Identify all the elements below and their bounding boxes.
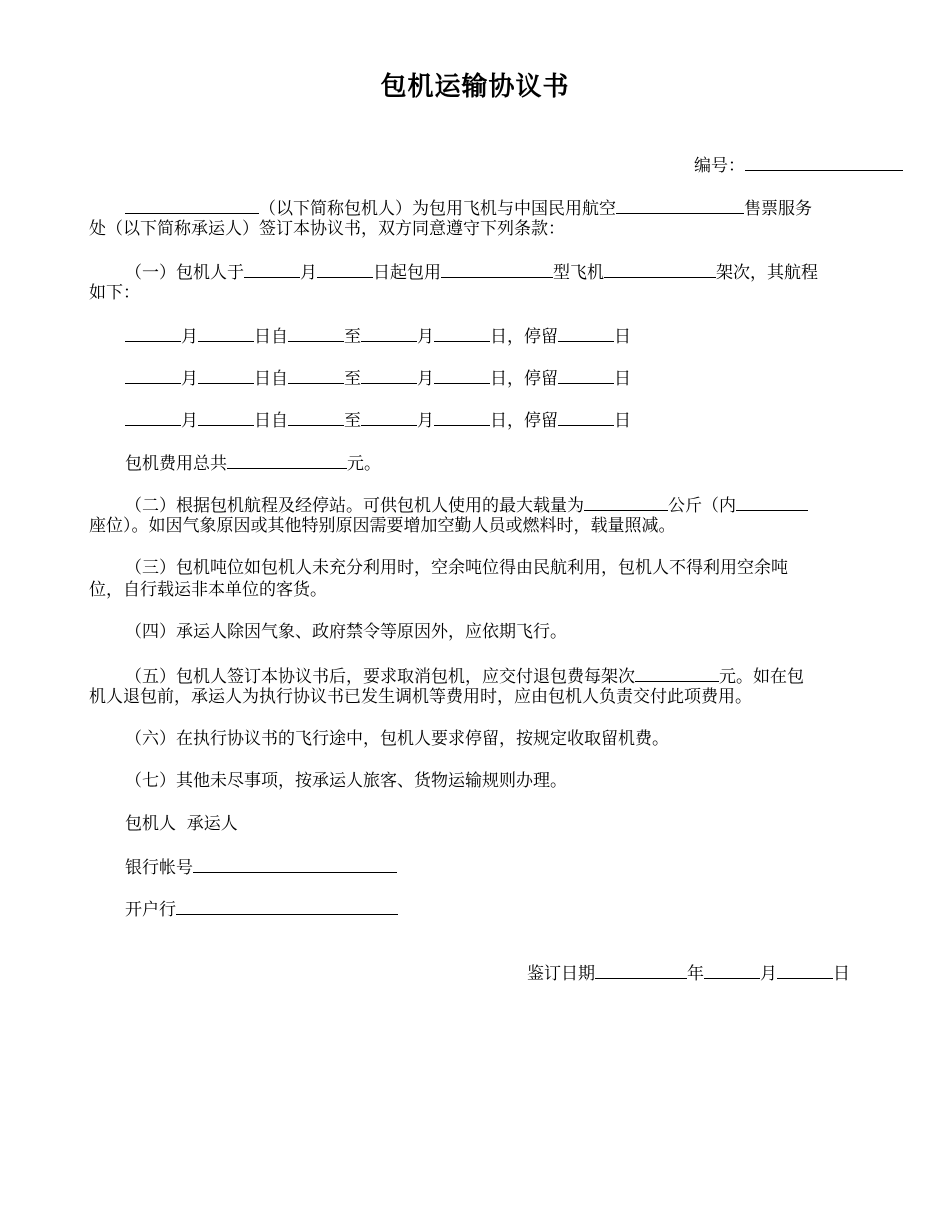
number-blank xyxy=(745,153,903,171)
schedule-day-from: 日自 xyxy=(254,327,288,347)
fee-blank xyxy=(227,451,347,469)
intro-part1: （以下简称包机人）为包用飞机与中国民用航空 xyxy=(259,199,616,219)
schedule-row-1 xyxy=(125,324,631,348)
clause-3-line-1: （三）包机吨位如包机人未充分利用时，空余吨位得由民航利用，包机人不得利用空余吨 xyxy=(125,558,788,578)
sign-date-line xyxy=(527,961,850,985)
clause1-month: 月 xyxy=(300,263,317,283)
bank-label: 开户行 xyxy=(125,900,176,920)
clause-7: （七）其他未尽事项，按承运人旅客、货物运输规则办理。 xyxy=(125,771,567,791)
blank xyxy=(595,961,687,979)
clause5-part1: （五）包机人签订本协议书后，要求取消包机，应交付退包费每架次 xyxy=(125,667,635,687)
schedule-month: 月 xyxy=(417,411,434,431)
clause1-prefix: （一）包机人于 xyxy=(125,263,244,283)
schedule-month: 月 xyxy=(417,369,434,389)
intro-line-1 xyxy=(125,196,812,220)
page-title: 包机运输协议书 xyxy=(380,72,570,102)
blank xyxy=(288,366,344,384)
blank xyxy=(317,260,373,278)
blank xyxy=(288,324,344,342)
fee-suffix: 元。 xyxy=(347,454,381,474)
clause1-day-start: 日起包用 xyxy=(373,263,441,283)
clause-5-line-1 xyxy=(125,664,804,688)
blank xyxy=(361,324,417,342)
sign-date-month: 月 xyxy=(760,964,777,984)
sign-date-year: 年 xyxy=(687,964,704,984)
blank xyxy=(125,408,181,426)
bank-account-label: 银行帐号 xyxy=(125,858,193,878)
clause-4: （四）承运人除因气象、政府禁令等原因外，应依期飞行。 xyxy=(125,622,567,642)
blank xyxy=(604,260,716,278)
schedule-day: 日 xyxy=(614,369,631,389)
clause1-flights: 架次，其航程 xyxy=(716,263,818,283)
clause-1-line-2: 如下： xyxy=(89,283,140,303)
sign-date-label: 鉴订日期 xyxy=(527,964,595,984)
clause-2-line-2: 座位）。如因气象原因或其他特别原因需要增加空勤人员或燃料时，载量照减。 xyxy=(89,516,676,536)
clause-3-line-2: 位，自行载运非本单位的客货。 xyxy=(89,580,327,600)
fee-line xyxy=(125,451,381,475)
clause5-part2: 元。如在包 xyxy=(719,667,804,687)
clause-5-line-2: 机人退包前，承运人为执行协议书已发生调机等费用时，应由包机人负责交付此项费用。 xyxy=(89,687,752,707)
schedule-day-stop: 日，停留 xyxy=(490,411,558,431)
schedule-to: 至 xyxy=(344,411,361,431)
max-load-blank xyxy=(584,493,668,511)
blank xyxy=(434,366,490,384)
blank xyxy=(704,961,760,979)
schedule-month: 月 xyxy=(417,327,434,347)
blank xyxy=(434,408,490,426)
parties-line: 包机人 承运人 xyxy=(125,814,238,834)
blank xyxy=(244,260,300,278)
seat-blank xyxy=(736,493,808,511)
blank xyxy=(441,260,553,278)
schedule-row-3 xyxy=(125,408,631,432)
cancel-fee-blank xyxy=(635,664,719,682)
schedule-day-stop: 日，停留 xyxy=(490,369,558,389)
schedule-month: 月 xyxy=(181,369,198,389)
blank xyxy=(558,324,614,342)
schedule-to: 至 xyxy=(344,369,361,389)
blank xyxy=(288,408,344,426)
bank-blank xyxy=(176,897,398,915)
schedule-to: 至 xyxy=(344,327,361,347)
clause1-type: 型飞机 xyxy=(553,263,604,283)
intro-line-2: 处（以下简称承运人）签订本协议书，双方同意遵守下列条款： xyxy=(89,219,565,239)
schedule-day: 日 xyxy=(614,411,631,431)
schedule-row-2 xyxy=(125,366,631,390)
schedule-month: 月 xyxy=(181,327,198,347)
clause-2-line-1 xyxy=(125,493,808,517)
blank xyxy=(777,961,833,979)
blank xyxy=(198,324,254,342)
bank-account-blank xyxy=(193,855,397,873)
schedule-day-from: 日自 xyxy=(254,369,288,389)
intro-part2: 售票服务 xyxy=(744,199,812,219)
blank xyxy=(558,366,614,384)
schedule-month: 月 xyxy=(181,411,198,431)
blank xyxy=(361,408,417,426)
clause-6: （六）在执行协议书的飞行途中，包机人要求停留，按规定收取留机费。 xyxy=(125,729,669,749)
bank-line xyxy=(125,897,398,921)
schedule-day-from: 日自 xyxy=(254,411,288,431)
blank xyxy=(125,324,181,342)
clause2-part2: 公斤（内 xyxy=(668,496,736,516)
bank-account-line xyxy=(125,855,397,879)
blank xyxy=(125,366,181,384)
number-label: 编号： xyxy=(694,156,745,176)
blank xyxy=(558,408,614,426)
number-field xyxy=(694,153,903,177)
blank xyxy=(198,366,254,384)
schedule-day: 日 xyxy=(614,327,631,347)
fee-prefix: 包机费用总共 xyxy=(125,454,227,474)
sign-date-day: 日 xyxy=(833,964,850,984)
blank xyxy=(361,366,417,384)
schedule-day-stop: 日，停留 xyxy=(490,327,558,347)
blank xyxy=(198,408,254,426)
airline-blank xyxy=(616,196,744,214)
clause-1-line-1 xyxy=(125,260,818,284)
clause2-part1: （二）根据包机航程及经停站。可供包机人使用的最大载量为 xyxy=(125,496,584,516)
blank xyxy=(434,324,490,342)
charterer-blank xyxy=(125,196,259,214)
